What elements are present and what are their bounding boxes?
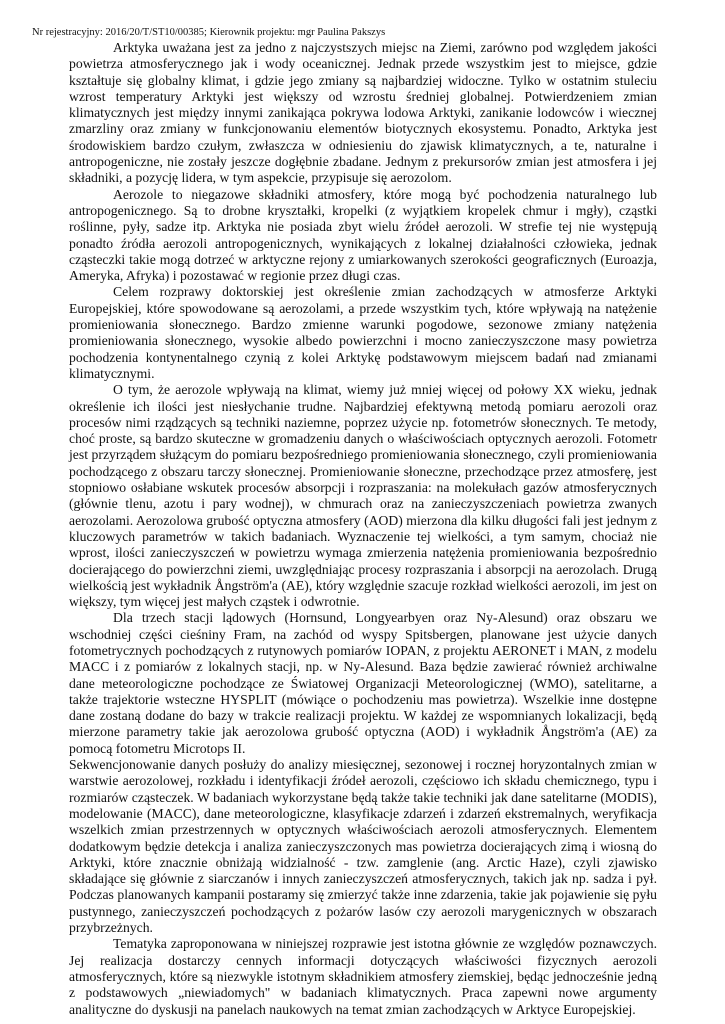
paragraph-conclusion: Tematyka zaproponowana w niniejszej rozprawie jest istotna głównie ze względów poznawczych. Jej realizacja dostarczy cennych informacji dotyczących właściwości fizycznych aerozoli atmosferycznych, które są niezwykle istotnym składnikiem atmosfery ziemskiej, będąc jednocześnie jedną z podstawowych „niewiadomych" w badaniach klimatycznych. Praca zapewni nowe argumenty analityczne do dyskusji na panelach naukowych na temat zmian zachodzących w Arktyce Europejskiej. [69,936,657,1017]
document-body [69,40,657,1018]
registration-header: Nr rejestracyjny: 2016/20/T/ST10/00385; Kierownik projektu: mgr Paulina Pakszys [32,27,386,38]
paragraph-intro: Arktyka uważana jest za jedno z najczystszych miejsc na Ziemi, zarówno pod względem jakości powietrza atmosferycznego jak i wody oceanicznej. Jednak przede wszystkim jest to miejsce, gdzie kształtuje się globalny klimat, i gdzie jego zmiany są najbardziej widoczne. Tylko w ostatnim stuleciu wzrost temperatury Arktyki jest większy od wzrostu średniej globalnej. Potwierdzeniem zmian klimatycznych jest między innymi zanikająca pokrywa lodowa Arktyki, zanikanie lodowców i wiecznej zmarzliny oraz zmiany w funkcjonowaniu elementów biotycznych ekosystemu. Ponadto, Arktyka jest środowiskiem bardzo czułym, zwłaszcza w odniesieniu do zjawisk klimatycznych, a te, naturalne i antropogeniczne, nie zostały jeszcze dogłębnie zbadane. Jednym z prekursorów zmian jest atmosfera i jej składniki, a pozycję lidera, w tym aspekcie, przypisuje się aerozolom. [69,40,657,186]
paragraph-methods: O tym, że aerozole wpływają na klimat, wiemy już mniej więcej od połowy XX wieku, jednak określenie ich ilości jest niesłychanie trudne. Najbardziej efektywną metodą pomiaru aerozoli oraz procesów nimi rządzących są techniki naziemne, poprzez użycie np. fotometrów słonecznych. Te metody, choć proste, są bardzo skuteczne w gromadzeniu danych o właściwościach optycznych aerozoli. Fotometr jest przyrządem służącym do pomiaru bezpośredniego promieniowania słonecznego, czyli promieniowania pochodzącego z obszaru tarczy słonecznej. Promieniowanie słoneczne, przechodzące przez atmosferę, jest stopniowo osłabiane wskutek procesów absorpcji i rozpraszania: na molekułach gazów atmosferycznych (głównie tlenu, azotu i pary wodnej), w chmurach oraz na zanieczyszczeniach powietrza zwanych aerozolami. Aerozolowa grubość optyczna atmosfery (AOD) mierzona dla kilku długości fali jest jednym z kluczowych parametrów w takich badaniach. Wyznaczenie tej wielkości, a tym samym, chociaż nie wprost, ilości zanieczyszczeń w powietrzu wymaga zmierzenia natężenia promieniowania bezpośrednio docierającego do powierzchni ziemi, uwzględniając procesy rozpraszania i absorpcji na aerozolach. Drugą wielkością jest wykładnik Ångström'a (AE), który względnie szacuje rozkład wielkości aerozoli, im jest on większy, tym więcej jest małych cząstek i odwrotnie. [69,382,657,610]
paragraph-goal: Celem rozprawy doktorskiej jest określenie zmian zachodzących w atmosferze Arktyki Europejskiej, które spowodowane są aerozolami, a przede wszystkim tych, które wpływają na natężenie promieniowania słonecznego. Bardzo zmienne warunki pogodowe, sezonowe zmiany natężenia promieniowania słonecznego, wysokie albedo powierzchni i mocno zanieczyszczone masy powietrza pochodzenia kontynentalnego czynią z kolei Arktykę podstawowym miejscem badań nad zmianami klimatycznymi. [69,284,657,381]
paragraph-aerosols: Aerozole to niegazowe składniki atmosfery, które mogą być pochodzenia naturalnego lub antropogenicznego. Są to drobne kryształki, kropelki (z wyjątkiem kropelek chmur i mgły), cząstki roślinne, pyły, sadze itp. Arktyka nie posiada zbyt wielu źródeł aerozoli. W strefie tej nie występują ponadto źródła aerozoli antropogenicznych, wynikających z lokalnej działalności człowieka, jednak cząsteczki takie mogą dotrzeć w arktyczne rejony z umiarkowanych szerokości geograficznych (Euroazja, Ameryka, Afryka) i pozostawać w regionie przez długi czas. [69,186,657,284]
paragraph-analysis: Sekwencjonowanie danych posłuży do analizy miesięcznej, sezonowej i rocznej horyzontalnych zmian w warstwie aerozolowej, rozkładu i identyfikacji źródeł aerozoli, częściowo ich składu chemicznego, typu i rozmiarów cząsteczek. W badaniach wykorzystane będą także takie techniki jak dane satelitarne (MODIS), modelowanie (MACC), dane meteorologiczne, klasyfikacje zdarzeń i zdarzeń ekstremalnych, weryfikacja wszelkich zmian przestrzennych w optycznych właściwościach aerozoli atmosferycznych. Elementem dodatkowym będzie detekcja i analiza zanieczyszczonych mas powietrza docierających zimą i wiosną do Arktyki, które znacznie obniżają widzialność - tzw. zamglenie (ang. Arctic Haze), czyli zjawisko składające się głównie z siarczanów i innych zanieczyszczeń atmosferycznych, takich jak np. sadza i pył. Podczas planowanych kampanii postaramy się zmierzyć także inne zdarzenia, takie jak pojawienie się pyłu pustynnego, zanieczyszczeń pochodzących z pożarów lasów czy aerozoli marygenicznych w obszarach przybrzeżnych. [69,757,657,936]
paragraph-stations: Dla trzech stacji lądowych (Hornsund, Longyearbyen oraz Ny-Alesund) oraz obszaru we wschodniej części cieśniny Fram, na zachód od wyspy Spitsbergen, planowane jest użycie danych fotometrycznych pochodzących z rutynowych pomiarów IOPAN, z projektu AERONET i MAN, z modelu MACC i z pomiarów z lokalnych stacji, np. w Ny-Alesund. Baza będzie zawierać również archiwalne dane meteorologiczne pochodzące ze Światowej Organizacji Meteorologicznej (WMO), satelitarne, a także trajektorie wsteczne HYSPLIT (mówiące o pochodzeniu mas powietrza). Wszelkie inne dostępne dane zostaną dodane do bazy w trakcie realizacji projektu. W każdej ze wspomnianych lokalizacji, będą mierzone parametry takie jak aerozolowa grubość optyczna (AOD) i wykładnik Ångström'a (AE) za pomocą fotometru Microtops II. [69,610,657,756]
